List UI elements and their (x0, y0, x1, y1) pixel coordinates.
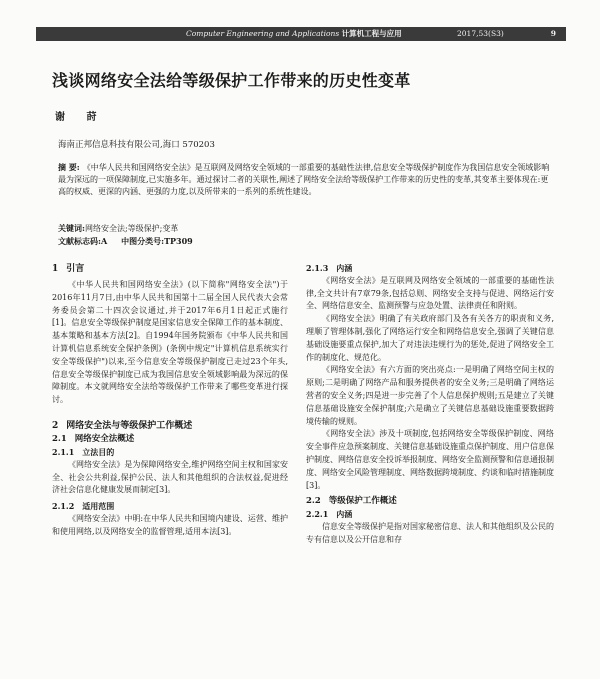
keywords-text: 网络安全法;等级保护;变革 (84, 224, 179, 233)
affiliation: 海南正邦信息科技有限公司,海口 570203 (58, 140, 215, 150)
subsection-heading (306, 495, 554, 508)
doc-code-label: 文献标志码: (58, 236, 101, 246)
subsubsection-title: 内涵 (336, 263, 353, 273)
paragraph: 《网络安全法》是互联网及网络安全领域的一部重要的基础性法律,全文共计有7章79条,包括总则、网络安全支持与促进、网络运行安全、网络信息安全、监测预警与应急处置、法律责任和附则。 (306, 275, 554, 311)
subsubsection-heading (52, 500, 288, 513)
paragraph: 《网络安全法》明确了有关政府部门及各有关各方的职责和义务,理顺了管理体制,强化了网络运行安全和网络信息安全,强调了关键信息基础设施要重点保护,加大了对违法违规行为的惩处,促进了网络安全工作的制度化、规范化。 (306, 314, 554, 362)
section-heading (52, 419, 288, 433)
section-number: 1 (52, 264, 59, 274)
subsubsection-number: 2.2.1 (306, 509, 329, 520)
paragraph: 信息安全等级保护是指对国家秘密信息、法人和其他组织及公民的专有信息以及公开信息和存 (306, 522, 554, 544)
journal-name-cn: 计算机工程与应用 (341, 29, 402, 38)
section-title: 网络安全法与等级保护工作概述 (66, 420, 193, 431)
clc-label: 中图分类号: (121, 236, 165, 246)
paragraph: 《网络安全法》涉及十项制度,包括网络安全等级保护制度、网络安全事件应急预案制度、关键信息基础设施重点保护制度、用户信息保护制度、网络信息安全投诉举报制度、网络安全监测预警和信息通报制度、网络安全风险管理制度、网络数据跨境制度、约谈和临时措施制度[3]。 (306, 429, 554, 490)
section-number: 2 (52, 420, 59, 431)
subsubsection-heading (306, 508, 554, 521)
page-number: 9 (550, 29, 556, 38)
section-heading (52, 262, 288, 276)
paragraph: 《中华人民共和国网络安全法》(以下简称"网络安全法")于2016年11月7日,由中华人民共和国第十二届全国人民代表大会常务委员会第二十四次会议通过,并于2017年6月1日起正式施行[1]。信息安全等级保护制度是国家信息安全保障工作的基本制度、基本策略和基本方法[2]。自1994年国务院颁布《中华人民共和国计算机信息系统安全保护条例》(条例中规定"计算机信息系统实行安全等级保护")以来,至今信息安全等级保护制度已走过23个年头,信息安全等级保护制度已成为我国信息安全领域影响最为深远的保障制度。本文就网络安全法给等级保护工作带来了哪些变革进行探讨。 (52, 280, 288, 405)
abstract (58, 161, 550, 198)
journal-name (186, 27, 402, 41)
subsection-title: 等级保护工作概述 (328, 496, 397, 507)
doc-code: A (100, 236, 108, 246)
paragraph: 《网络安全法》中明:在中华人民共和国境内建设、运营、维护和使用网络,以及网络安全的监督管理,适用本法[3]。 (52, 513, 288, 536)
subsubsection-title: 适用范围 (82, 501, 115, 512)
abstract-label: 摘 要: (58, 162, 80, 172)
left-column (52, 262, 288, 539)
subsection-title: 网络安全法概述 (74, 433, 135, 444)
subsubsection-number: 2.1.3 (306, 263, 329, 273)
paragraph: 《网络安全法》是为保障网络安全,维护网络空间主权和国家安全、社会公共利益,保护公民、法人和其他组织的合法权益,促进经济社会信息化健康发展而制定[3]。 (52, 459, 288, 495)
subsubsection-title: 立法目的 (82, 446, 115, 457)
classification-line (58, 236, 193, 247)
subsubsection-heading (306, 262, 554, 275)
keywords-label: 关键词: (58, 223, 85, 233)
clc-code: TP309 (164, 236, 193, 246)
running-header (36, 27, 566, 41)
subsection-heading (52, 433, 288, 446)
volume-info: 2017,53(S3) (457, 29, 504, 38)
subsubsection-heading (52, 446, 288, 459)
subsubsection-number: 2.1.2 (52, 501, 75, 512)
abstract-text: 《中华人民共和国网络安全法》是互联网及网络安全领域的一部重要的基础性法律,信息安全等级保护制度作为我国信息安全领域影响最为深远的一项保障制度,已实施多年。通过探讨二者的关联性,阐述了网络安全法给等级保护工作带来的历史性的变革,其变革主要体现在:更高的权威、更深的内涵、更强的力度,以及所带来的一系列的系统性建设。 (58, 163, 550, 196)
section-title: 引言 (66, 264, 85, 274)
journal-name-en: Computer Engineering and Applications (186, 29, 340, 38)
subsection-number: 2.1 (52, 433, 67, 444)
paragraph: 《网络安全法》有六方面的突出亮点:一是明确了网络空间主权的原则;二是明确了网络产品和服务提供者的安全义务;三是明确了网络运营者的安全义务;四是进一步完善了个人信息保护规则;五是建立了关键信息基础设施安全保护制度;六是确立了关键信息基础设施重要数据跨境传输的规则。 (306, 365, 554, 426)
keywords (58, 222, 550, 235)
subsection-number: 2.2 (306, 496, 321, 507)
right-column (306, 262, 554, 547)
subsubsection-number: 2.1.1 (52, 446, 75, 457)
article-title: 浅谈网络安全法给等级保护工作带来的历史性变革 (52, 71, 411, 90)
subsubsection-title: 内涵 (336, 509, 353, 520)
author-name: 谢 莳 (55, 112, 106, 123)
